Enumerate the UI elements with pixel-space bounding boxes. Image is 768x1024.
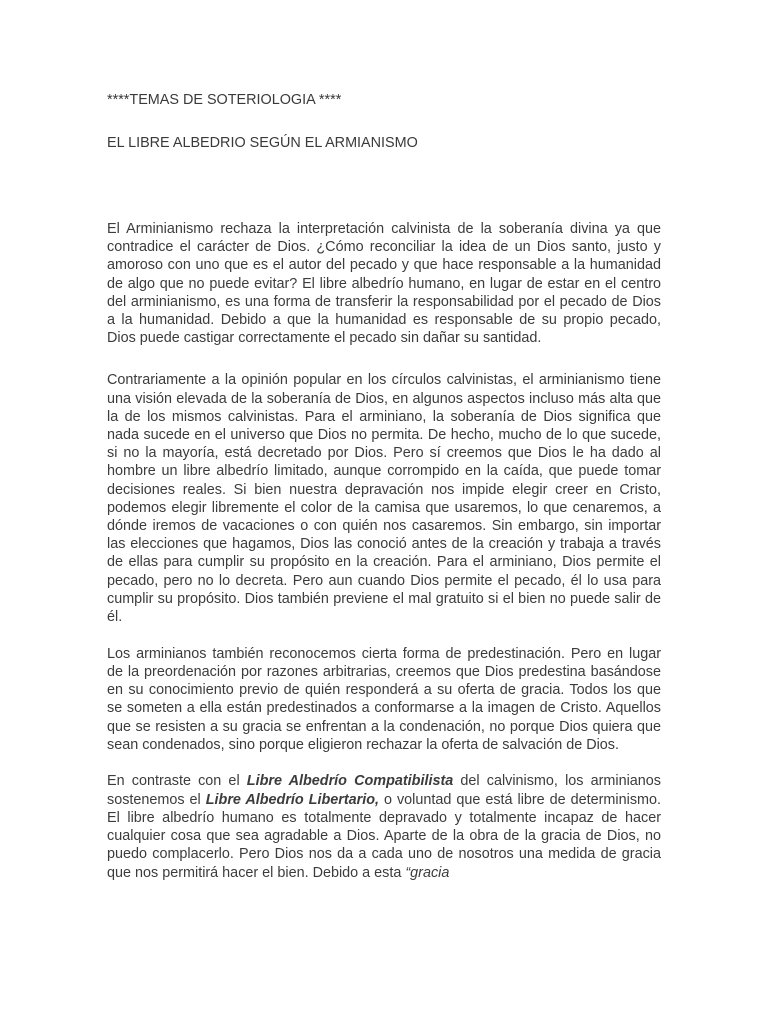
- paragraph-4-text-2: del calvinismo, los arminianos sostenemos el: [107, 773, 661, 808]
- term-compatibilist-free-will: Libre Albedrío Compatibilista: [246, 773, 454, 790]
- paragraph-3: Los arminianos también reconocemos cierta forma de predestinación. Pero en lugar de la preordenación por razones arbitrarias, creemos que Dios predestina basándose en su conocimiento previo de quién responderá a su oferta de gracia. Todos los que se someten a ella están predestinados a conformarse a la imagen de Cristo. Aquellos que se resisten a su gracia se enfrentan a la condenación, no porque Dios quiera que sean condenados, sino porque eligieron rechazar la oferta de salvación de Dios.: [107, 645, 661, 753]
- paragraph-2: Contrariamente a la opinión popular en los círculos calvinistas, el arminianismo tiene una visión elevada de la soberanía de Dios, en algunos aspectos incluso más alta que la de los mismos calvinistas. Para el arminiano, la soberanía de Dios significa que nada sucede en el universo que Dios no permita. De hecho, mucho de lo que sucede, si no la mayoría, está decretado por Dios. Pero sí creemos que Dios le ha dado al hombre un libre albedrío limitado, aunque corrompido en la caída, que puede tomar decisiones reales. Si bien nuestra depravación nos impide elegir creer en Cristo, podemos elegir libremente el color de la camisa que usaremos, lo que cenaremos, a dónde iremos de vacaciones o con quién nos casaremos. Sin embargo, sin importar las elecciones que hagamos, Dios las conoció antes de la creación y trabaja a través de ellas para cumplir su propósito en la creación. Para el arminiano, Dios permite el pecado, pero no lo decreta. Pero aun cuando Dios permite el pecado, él lo usa para cumplir su propósito. Dios también previene el mal gratuito si el bien no puede salir de él.: [107, 372, 661, 626]
- document-body: [107, 220, 661, 906]
- paragraph-4-text-3: o voluntad que está libre de determinismo. El libre albedrío humano es totalmente depravado y totalmente incapaz de hacer cualquier cosa que sea agradable a Dios. Aparte de la obra de la gracia de Dios, no puedo complacerlo. Pero Dios nos da a cada uno de nosotros una medida de gracia que nos permitirá hacer el bien. Debido a esta: [107, 791, 661, 881]
- document-subtitle: EL LIBRE ALBEDRIO SEGÚN EL ARMIANISMO: [107, 135, 418, 151]
- term-gracia: “gracia: [405, 864, 450, 881]
- term-libertarian-free-will: Libre Albedrío Libertario,: [205, 791, 380, 808]
- paragraph-4-text-1: En contraste con el: [107, 773, 247, 790]
- paragraph-4: [107, 772, 661, 881]
- paragraph-1: El Arminianismo rechaza la interpretación calvinista de la soberanía divina ya que contradice el carácter de Dios. ¿Cómo reconciliar la idea de un Dios santo, justo y amoroso con uno que es el autor del pecado y que hace responsable a la humanidad de algo que no puede evitar? El libre albedrío humano, en lugar de estar en el centro del arminianismo, es una forma de transferir la responsabilidad por el pecado de Dios a la humanidad. Debido a que la humanidad es responsable de su propio pecado, Dios puede castigar correctamente el pecado sin dañar su santidad.: [107, 221, 661, 347]
- document-title: ****TEMAS DE SOTERIOLOGIA ****: [107, 92, 342, 108]
